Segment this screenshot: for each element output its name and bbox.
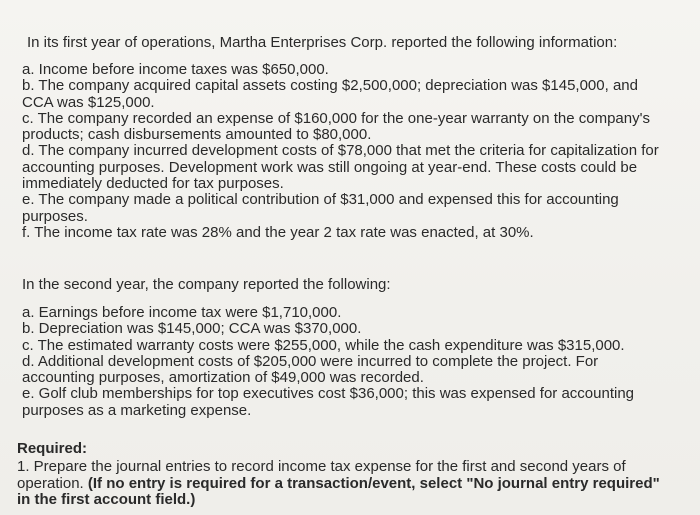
second-year-intro: In the second year, the company reported the following: bbox=[22, 276, 391, 293]
required-instruction: 1. Prepare the journal entries to record income tax expense for the first and second years of operation. bbox=[17, 458, 626, 492]
year1-item-b: b. The company acquired capital assets costing $2,500,000; depreciation was $145,000, and CCA was $125,000. bbox=[22, 77, 638, 111]
year1-list bbox=[22, 62, 662, 241]
year1-item-c: c. The company recorded an expense of $160,000 for the one-year warranty on the company's products; cash disbursements amounted to $80,000. bbox=[22, 109, 650, 144]
required-text bbox=[17, 459, 677, 509]
year1-item-a: a. Income before income taxes was $650,000. bbox=[22, 61, 329, 78]
required-note: (If no entry is required for a transaction/event, select "No journal entry required" in the first account field.) bbox=[17, 474, 660, 508]
year1-item-e: e. The company made a political contribution of $31,000 and expensed this for accounting purposes. bbox=[22, 191, 619, 225]
year2-item-c: c. The estimated warranty costs were $255,000, while the cash expenditure was $315,000. bbox=[22, 336, 625, 354]
year1-item-f: f. The income tax rate was 28% and the year 2 tax rate was enacted, at 30%. bbox=[22, 223, 534, 241]
intro-text: In its first year of operations, Martha Enterprises Corp. reported the following information: bbox=[27, 34, 618, 51]
year2-item-a: a. Earnings before income tax were $1,710,000. bbox=[22, 304, 342, 321]
year2-list bbox=[22, 305, 662, 419]
year1-item-d: d. The company incurred development costs of $78,000 that met the criteria for capitalization for accounting purposes. Development work was still ongoing at year-end. These costs could be immediately deducted for tax purposes. bbox=[22, 142, 659, 193]
year2-item-e: e. Golf club memberships for top executives cost $36,000; this was expensed for accounting purposes as a marketing expense. bbox=[22, 385, 634, 419]
required-heading: Required: bbox=[17, 440, 88, 457]
year2-item-b: b. Depreciation was $145,000; CCA was $370,000. bbox=[22, 320, 362, 338]
year2-item-d: d. Additional development costs of $205,000 were incurred to complete the project. For accounting purposes, amortization of $49,000 was recorded. bbox=[22, 352, 599, 387]
